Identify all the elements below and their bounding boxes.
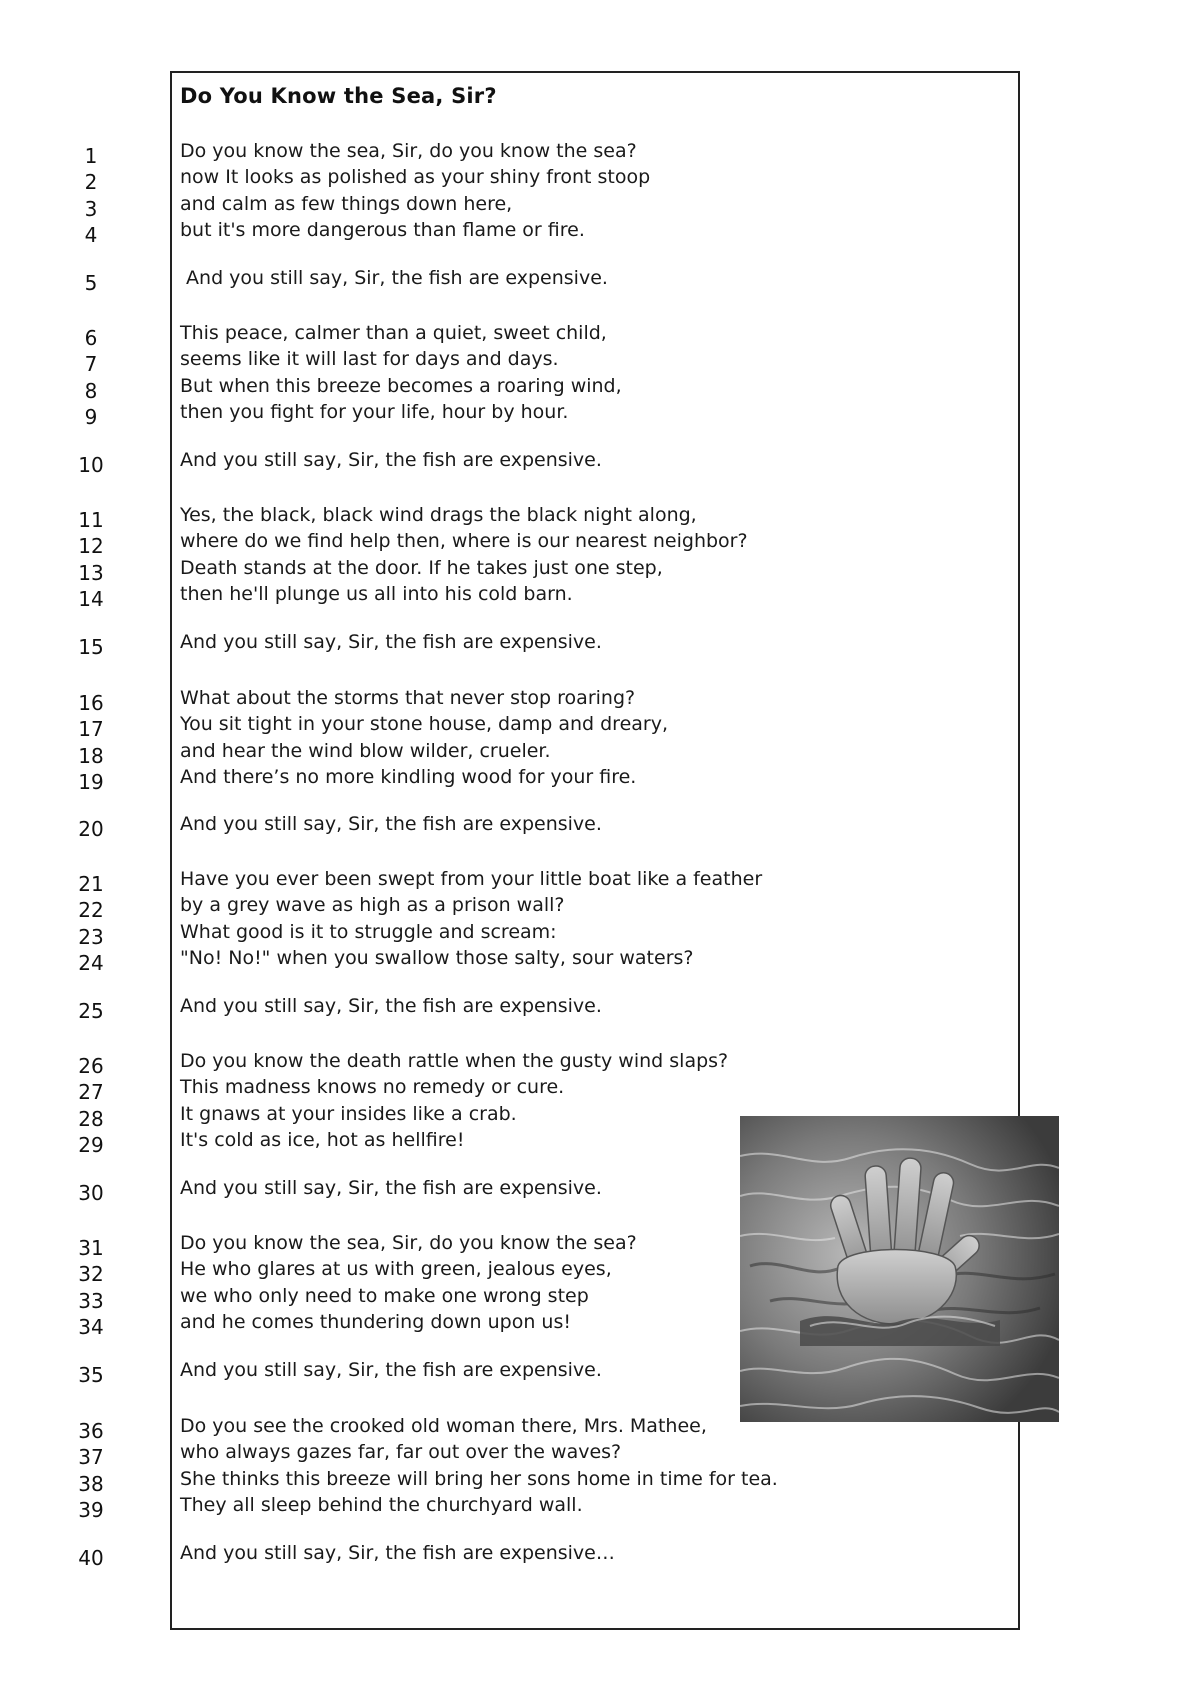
refrain-line: And you still say, Sir, the fish are expensive. (180, 1359, 602, 1381)
poem-line: You sit tight in your stone house, damp and dreary, (180, 713, 668, 736)
poem-line: Do you know the sea, Sir, do you know the sea? (180, 140, 637, 162)
poem-line: But when this breeze becomes a roaring wind, (180, 374, 622, 397)
line-number: 14 (78, 586, 104, 611)
poem-line: now It looks as polished as your shiny front stoop (180, 166, 651, 189)
line-number: 11 (78, 508, 104, 532)
line-number: 5 (84, 271, 98, 295)
poem-line: They all sleep behind the churchyard wall. (180, 1493, 583, 1516)
poem-line: "No! No!" when you swallow those salty, sour waters? (180, 946, 694, 969)
poem-line: It gnaws at your insides like a crab. (180, 1102, 517, 1125)
poem-line: and he comes thundering down upon us! (180, 1310, 571, 1333)
line-number: 25 (78, 999, 104, 1023)
line-number: 7 (84, 352, 98, 377)
poem-line: by a grey wave as high as a prison wall? (180, 894, 565, 917)
poem-line: What about the storms that never stop roaring? (180, 687, 636, 709)
poem-line: Death stands at the door. If he takes just one step, (180, 556, 663, 579)
poem-line: And there’s no more kindling wood for your fire. (180, 765, 637, 788)
line-number: 1 (84, 144, 98, 168)
line-number: 4 (84, 222, 98, 247)
line-number: 37 (78, 1445, 104, 1470)
refrain-line: And you still say, Sir, the fish are expensive. (180, 813, 602, 835)
poem-line: then you fight for your life, hour by hour. (180, 400, 569, 423)
line-number: 34 (78, 1314, 104, 1339)
line-number: 17 (78, 717, 104, 742)
line-number: 27 (78, 1080, 104, 1105)
poem-line: She thinks this breeze will bring her sons home in time for tea. (180, 1467, 778, 1490)
line-number: 16 (78, 691, 104, 715)
poem-title: Do You Know the Sea, Sir? (180, 84, 497, 108)
poem-line: and hear the wind blow wilder, crueler. (180, 739, 551, 762)
line-number: 12 (78, 534, 104, 559)
line-number: 22 (78, 898, 104, 923)
refrain-line: And you still say, Sir, the fish are expensive. (180, 449, 602, 471)
refrain-line: And you still say, Sir, the fish are expensive. (180, 631, 602, 653)
line-number: 28 (78, 1106, 104, 1131)
poem-line: Have you ever been swept from your little boat like a feather (180, 868, 763, 890)
poem-line: where do we find help then, where is our nearest neighbor? (180, 530, 748, 553)
poem-line: He who glares at us with green, jealous eyes, (180, 1258, 612, 1281)
line-number: 8 (84, 378, 98, 403)
poem-line: then he'll plunge us all into his cold barn. (180, 582, 573, 605)
line-number: 31 (78, 1236, 104, 1260)
line-number: 36 (78, 1419, 104, 1443)
line-number: 3 (84, 196, 98, 221)
poem-line: What good is it to struggle and scream: (180, 920, 557, 943)
line-number: 9 (84, 404, 98, 429)
line-number: 20 (78, 817, 104, 841)
line-number: 38 (78, 1471, 104, 1496)
refrain-line: And you still say, Sir, the fish are expensive. (180, 995, 602, 1017)
poem-line: This peace, calmer than a quiet, sweet child, (180, 322, 607, 344)
line-number: 29 (78, 1132, 104, 1157)
line-number: 13 (78, 560, 104, 585)
line-number: 6 (84, 326, 98, 350)
line-number: 35 (78, 1363, 104, 1387)
poem-line: Do you know the sea, Sir, do you know the sea? (180, 1232, 637, 1254)
drowning-hand-photo (740, 1116, 1059, 1422)
line-number: 24 (78, 950, 104, 975)
poem-line: This madness knows no remedy or cure. (180, 1076, 565, 1099)
poem-line: we who only need to make one wrong step (180, 1284, 589, 1307)
line-number: 33 (78, 1288, 104, 1313)
line-number: 32 (78, 1262, 104, 1287)
refrain-line: And you still say, Sir, the fish are expensive. (180, 267, 608, 289)
poem-line: Do you know the death rattle when the gusty wind slaps? (180, 1050, 729, 1072)
poem-line: It's cold as ice, hot as hellfire! (180, 1128, 465, 1151)
line-number: 18 (78, 743, 104, 768)
line-number: 2 (84, 170, 98, 195)
poem-line: Do you see the crooked old woman there, Mrs. Mathee, (180, 1415, 707, 1437)
line-number: 23 (78, 924, 104, 949)
line-number: 26 (78, 1054, 104, 1078)
line-number: 19 (78, 769, 104, 794)
line-number: 30 (78, 1181, 104, 1205)
poem-line: Yes, the black, black wind drags the black night along, (180, 504, 697, 526)
line-number: 15 (78, 635, 104, 659)
line-number: 39 (78, 1497, 104, 1522)
poem-line: seems like it will last for days and days. (180, 348, 559, 371)
line-number: 21 (78, 872, 104, 896)
line-number: 40 (78, 1546, 104, 1570)
refrain-line: And you still say, Sir, the fish are expensive. (180, 1177, 602, 1199)
poem-line: who always gazes far, far out over the waves? (180, 1441, 622, 1464)
line-number: 10 (78, 453, 104, 477)
refrain-line: And you still say, Sir, the fish are expensive… (180, 1542, 615, 1564)
poem-line: but it's more dangerous than flame or fire. (180, 218, 585, 241)
poem-line: and calm as few things down here, (180, 192, 513, 215)
